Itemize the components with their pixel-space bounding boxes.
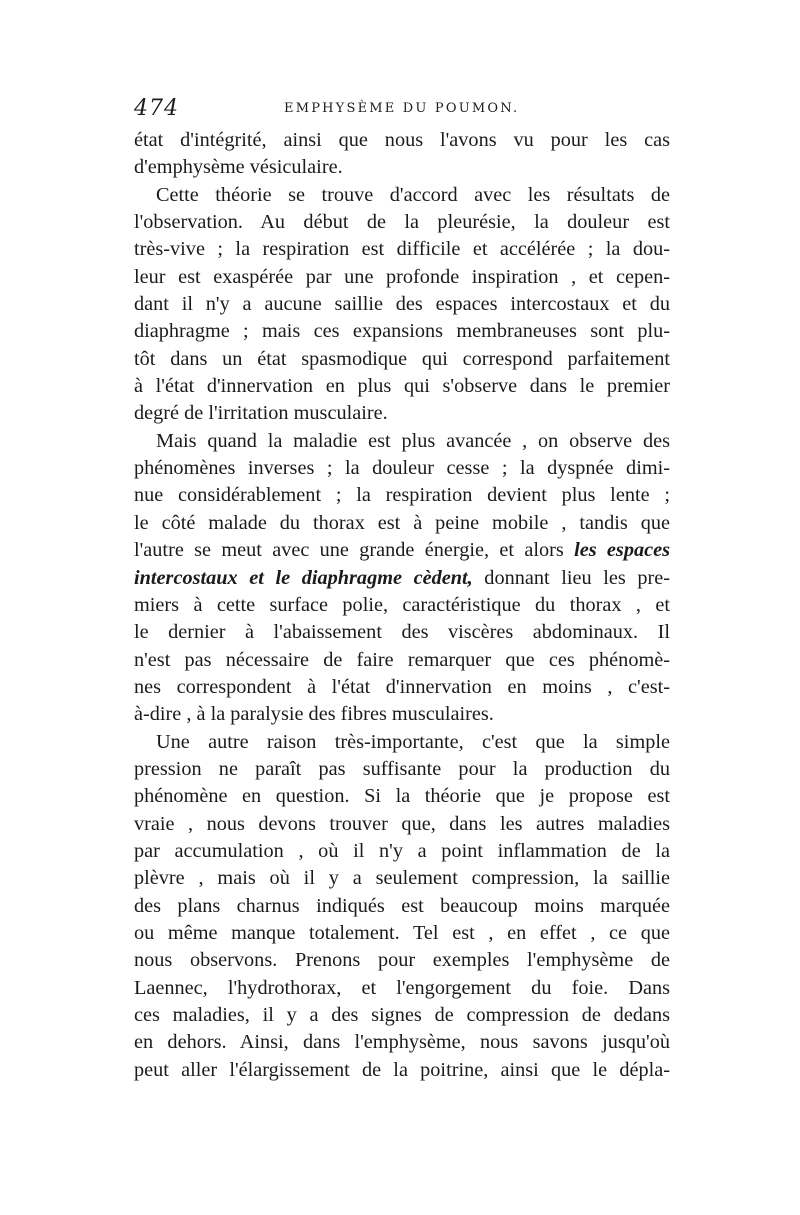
page-number: 474 — [134, 96, 179, 121]
page-header — [134, 96, 670, 126]
text-line — [134, 510, 670, 537]
text-line — [134, 291, 670, 318]
text-line — [134, 209, 670, 236]
line-text: à l'état d'innervation en plus qui s'observe dans le premier — [134, 375, 670, 398]
text-line — [134, 865, 670, 892]
line-text: le côté malade du thorax est à peine mobile , tandis que — [134, 511, 670, 534]
text-line — [134, 893, 670, 920]
text-line — [134, 592, 670, 619]
text-line — [134, 1029, 670, 1056]
line-text: pression ne paraît pas suffisante pour la production du — [134, 757, 670, 780]
text-line — [134, 674, 670, 701]
line-text: par accumulation , où il n'y a point inflammation de la — [134, 839, 670, 862]
line-text: ces maladies, il y a des signes de compression de dedans — [134, 1004, 670, 1026]
line-text: nes correspondent à l'état d'innervation en moins , c'est- — [134, 675, 670, 698]
line-text: tôt dans un état spasmodique qui correspond parfaitement — [134, 347, 670, 370]
line-text: plèvre , mais où il y a seulement compression, la saillie — [134, 867, 670, 890]
text-line — [134, 947, 670, 974]
line-text: phénomènes inverses ; la douleur cesse ; la dyspnée dimi- — [134, 457, 670, 480]
line-text: phénomène en question. Si la théorie que je propose est — [134, 785, 670, 808]
text-line — [134, 565, 670, 592]
line-text: miers à cette surface polie, caractéristique du thorax , et — [134, 593, 670, 616]
text-line — [134, 619, 670, 646]
line-text: ou même manque totalement. Tel est , en effet , ce que — [134, 921, 670, 944]
text-line — [134, 1057, 670, 1084]
text-line — [134, 920, 670, 947]
text-line — [134, 756, 670, 783]
text-line — [134, 373, 670, 400]
line-text: Une autre raison très-importante, c'est que la simple — [156, 730, 670, 753]
line-text: état d'intégrité, ainsi que nous l'avons vu pour les cas — [134, 129, 670, 151]
line-text: dant il n'y a aucune saillie des espaces intercostaux et du — [134, 293, 670, 316]
text-line — [134, 400, 670, 427]
line-text: l'observation. Au début de la pleurésie, la douleur est — [134, 211, 670, 234]
line-text: n'est pas nécessaire de faire remarquer que ces phénomè- — [134, 648, 670, 671]
line-text: diaphragme ; mais ces expansions membraneuses sont plu- — [134, 320, 670, 343]
text-line — [134, 838, 670, 865]
line-text: Mais quand la maladie est plus avancée , on observe des — [156, 429, 670, 452]
text-line — [134, 1002, 670, 1029]
text-line — [134, 729, 670, 756]
text-line — [134, 783, 670, 810]
line-text: en dehors. Ainsi, dans l'emphysème, nous savons jusqu'où — [134, 1031, 670, 1054]
body-text — [134, 127, 670, 1084]
text-line — [134, 811, 670, 838]
line-text: des plans charnus indiqués est beaucoup moins marquée — [134, 894, 670, 917]
text-line — [134, 975, 670, 1002]
line-text: nous observons. Prenons pour exemples l'emphysème de — [134, 949, 670, 972]
italic-phrase: intercostaux et le diaphragme cèdent, — [134, 566, 473, 589]
line-text: à-dire , à la paralysie des fibres musculaires. — [134, 703, 494, 726]
text-line — [134, 127, 670, 154]
italic-phrase: les espaces — [574, 539, 671, 562]
line-text: l'autre se meut avec une grande énergie, et alors — [134, 539, 564, 562]
text-line — [134, 647, 670, 674]
text-line — [134, 154, 670, 181]
running-head: EMPHYSÈME DU POUMON. — [284, 101, 520, 116]
text-line — [134, 455, 670, 482]
line-text: peut aller l'élargissement de la poitrine, ainsi que le dépla- — [134, 1058, 670, 1081]
text-line — [134, 264, 670, 291]
line-text: degré de l'irritation musculaire. — [134, 402, 388, 425]
text-line — [134, 236, 670, 263]
line-text: leur est exaspérée par une profonde inspiration , et cepen- — [134, 265, 670, 288]
line-text: très-vive ; la respiration est difficile et accélérée ; la dou- — [134, 238, 670, 261]
text-line — [134, 537, 670, 564]
line-text: Laennec, l'hydrothorax, et l'engorgement du foie. Dans — [134, 976, 670, 999]
text-line — [134, 701, 670, 728]
line-text: d'emphysème vésiculaire. — [134, 156, 343, 179]
text-line — [134, 318, 670, 345]
text-line — [134, 428, 670, 455]
line-text: le dernier à l'abaissement des viscères abdominaux. Il — [134, 621, 670, 644]
text-line — [134, 182, 670, 209]
text-line — [134, 346, 670, 373]
line-text: nue considérablement ; la respiration devient plus lente ; — [134, 484, 670, 507]
line-text: vraie , nous devons trouver que, dans les autres maladies — [134, 812, 670, 835]
text-line — [134, 482, 670, 509]
line-text: donnant lieu les pre- — [484, 566, 670, 589]
line-text: Cette théorie se trouve d'accord avec les résultats de — [156, 183, 670, 206]
